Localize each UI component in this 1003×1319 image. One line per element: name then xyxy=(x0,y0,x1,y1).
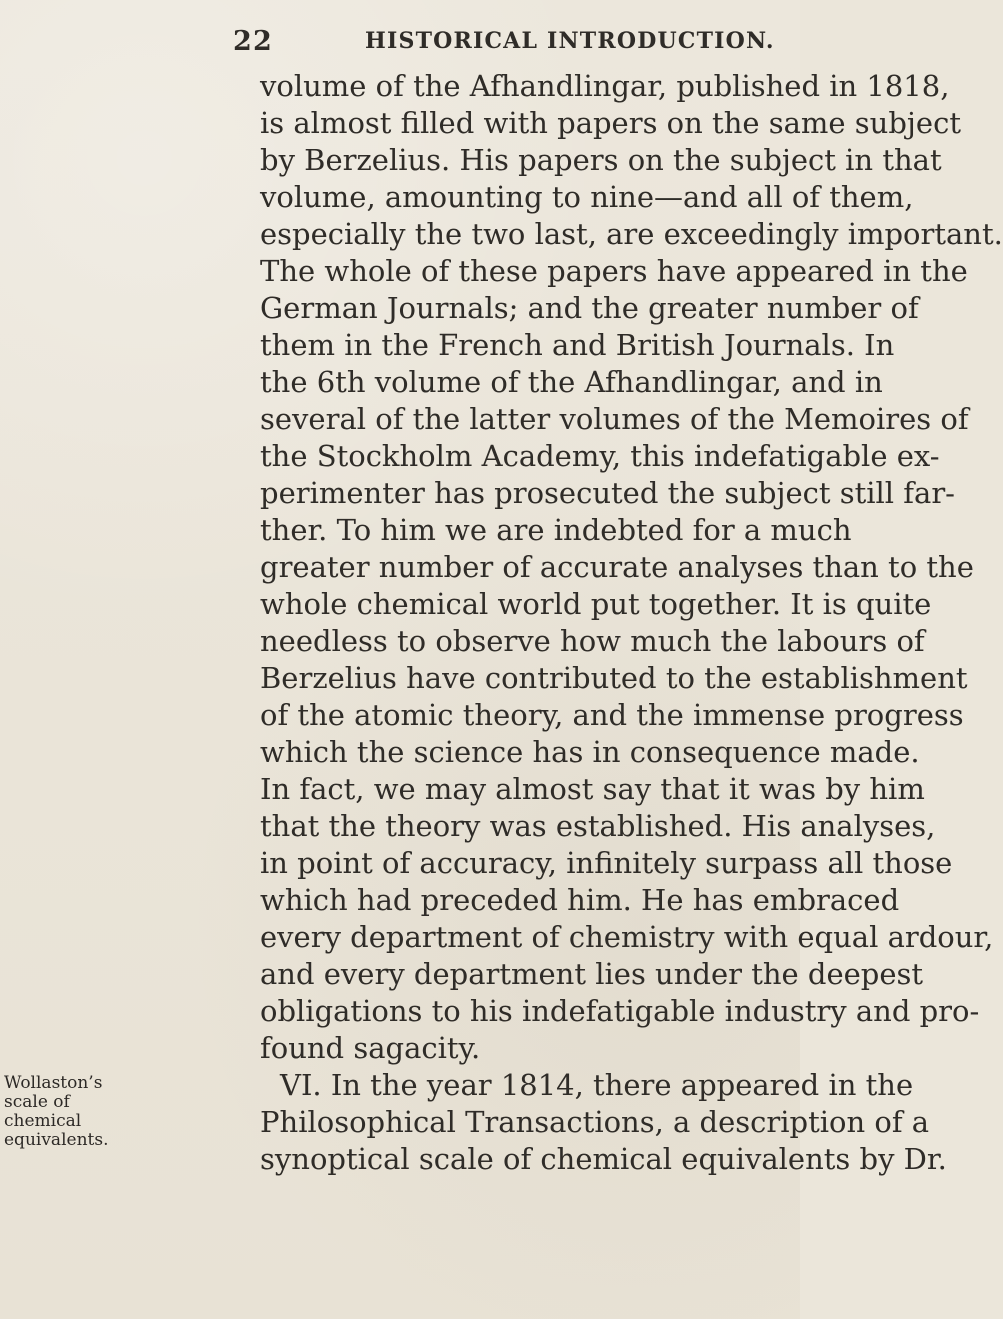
body-line: Berzelius have contributed to the establishment xyxy=(260,661,968,695)
margin-note-line: scale of xyxy=(4,1092,70,1112)
body-line: obligations to his indefatigable industry and pro- xyxy=(260,994,980,1028)
margin-note-line: equivalents. xyxy=(4,1130,109,1150)
body-line: especially the two last, are exceedingly important. xyxy=(260,217,1003,251)
margin-note xyxy=(4,1074,124,1150)
body-line: whole chemical world put together. It is quite xyxy=(260,587,932,621)
body-line: which had preceded him. He has embraced xyxy=(260,883,900,917)
body-line: them in the French and British Journals. In xyxy=(260,328,895,362)
body-line: greater number of accurate analyses than to the xyxy=(260,550,974,584)
body-line: in point of accuracy, infinitely surpass all those xyxy=(260,846,953,880)
running-head xyxy=(233,18,793,64)
page-number: 22 xyxy=(233,25,273,57)
body-line: Philosophical Transactions, a description of a xyxy=(260,1105,930,1139)
body-line: German Journals; and the greater number of xyxy=(260,291,919,325)
body-line: every department of chemistry with equal ardour, xyxy=(260,920,994,954)
body-line: found sagacity. xyxy=(260,1031,481,1065)
body-line: The whole of these papers have appeared in the xyxy=(260,254,968,288)
section-vi-line: VI. In the year 1814, there appeared in the xyxy=(280,1068,914,1102)
body-text xyxy=(260,68,1003,1178)
running-title: HISTORICAL INTRODUCTION. xyxy=(365,28,775,54)
body-line: volume, amounting to nine—and all of them, xyxy=(260,180,914,214)
body-line: of the atomic theory, and the immense progress xyxy=(260,698,964,732)
margin-note-line: chemical xyxy=(4,1111,82,1131)
body-line: the Stockholm Academy, this indefatigable ex- xyxy=(260,439,940,473)
body-line: ther. To him we are indebted for a much xyxy=(260,513,852,547)
body-line: which the science has in consequence made. xyxy=(260,735,920,769)
body-line: several of the latter volumes of the Memoires of xyxy=(260,402,969,436)
body-line: In fact, we may almost say that it was by him xyxy=(260,772,925,806)
body-line: synoptical scale of chemical equivalents by Dr. xyxy=(260,1142,947,1176)
body-line: that the theory was established. His analyses, xyxy=(260,809,936,843)
body-line: the 6th volume of the Afhandlingar, and in xyxy=(260,365,883,399)
body-line: and every department lies under the deepest xyxy=(260,957,924,991)
body-line: volume of the Afhandlingar, published in 1818, xyxy=(260,69,950,103)
body-line: by Berzelius. His papers on the subject in that xyxy=(260,143,942,177)
body-line: is almost filled with papers on the same subject xyxy=(260,106,961,140)
body-line: needless to observe how much the labours of xyxy=(260,624,925,658)
margin-note-line: Wollaston’s xyxy=(4,1073,103,1093)
body-line: perimenter has prosecuted the subject still far- xyxy=(260,476,955,510)
